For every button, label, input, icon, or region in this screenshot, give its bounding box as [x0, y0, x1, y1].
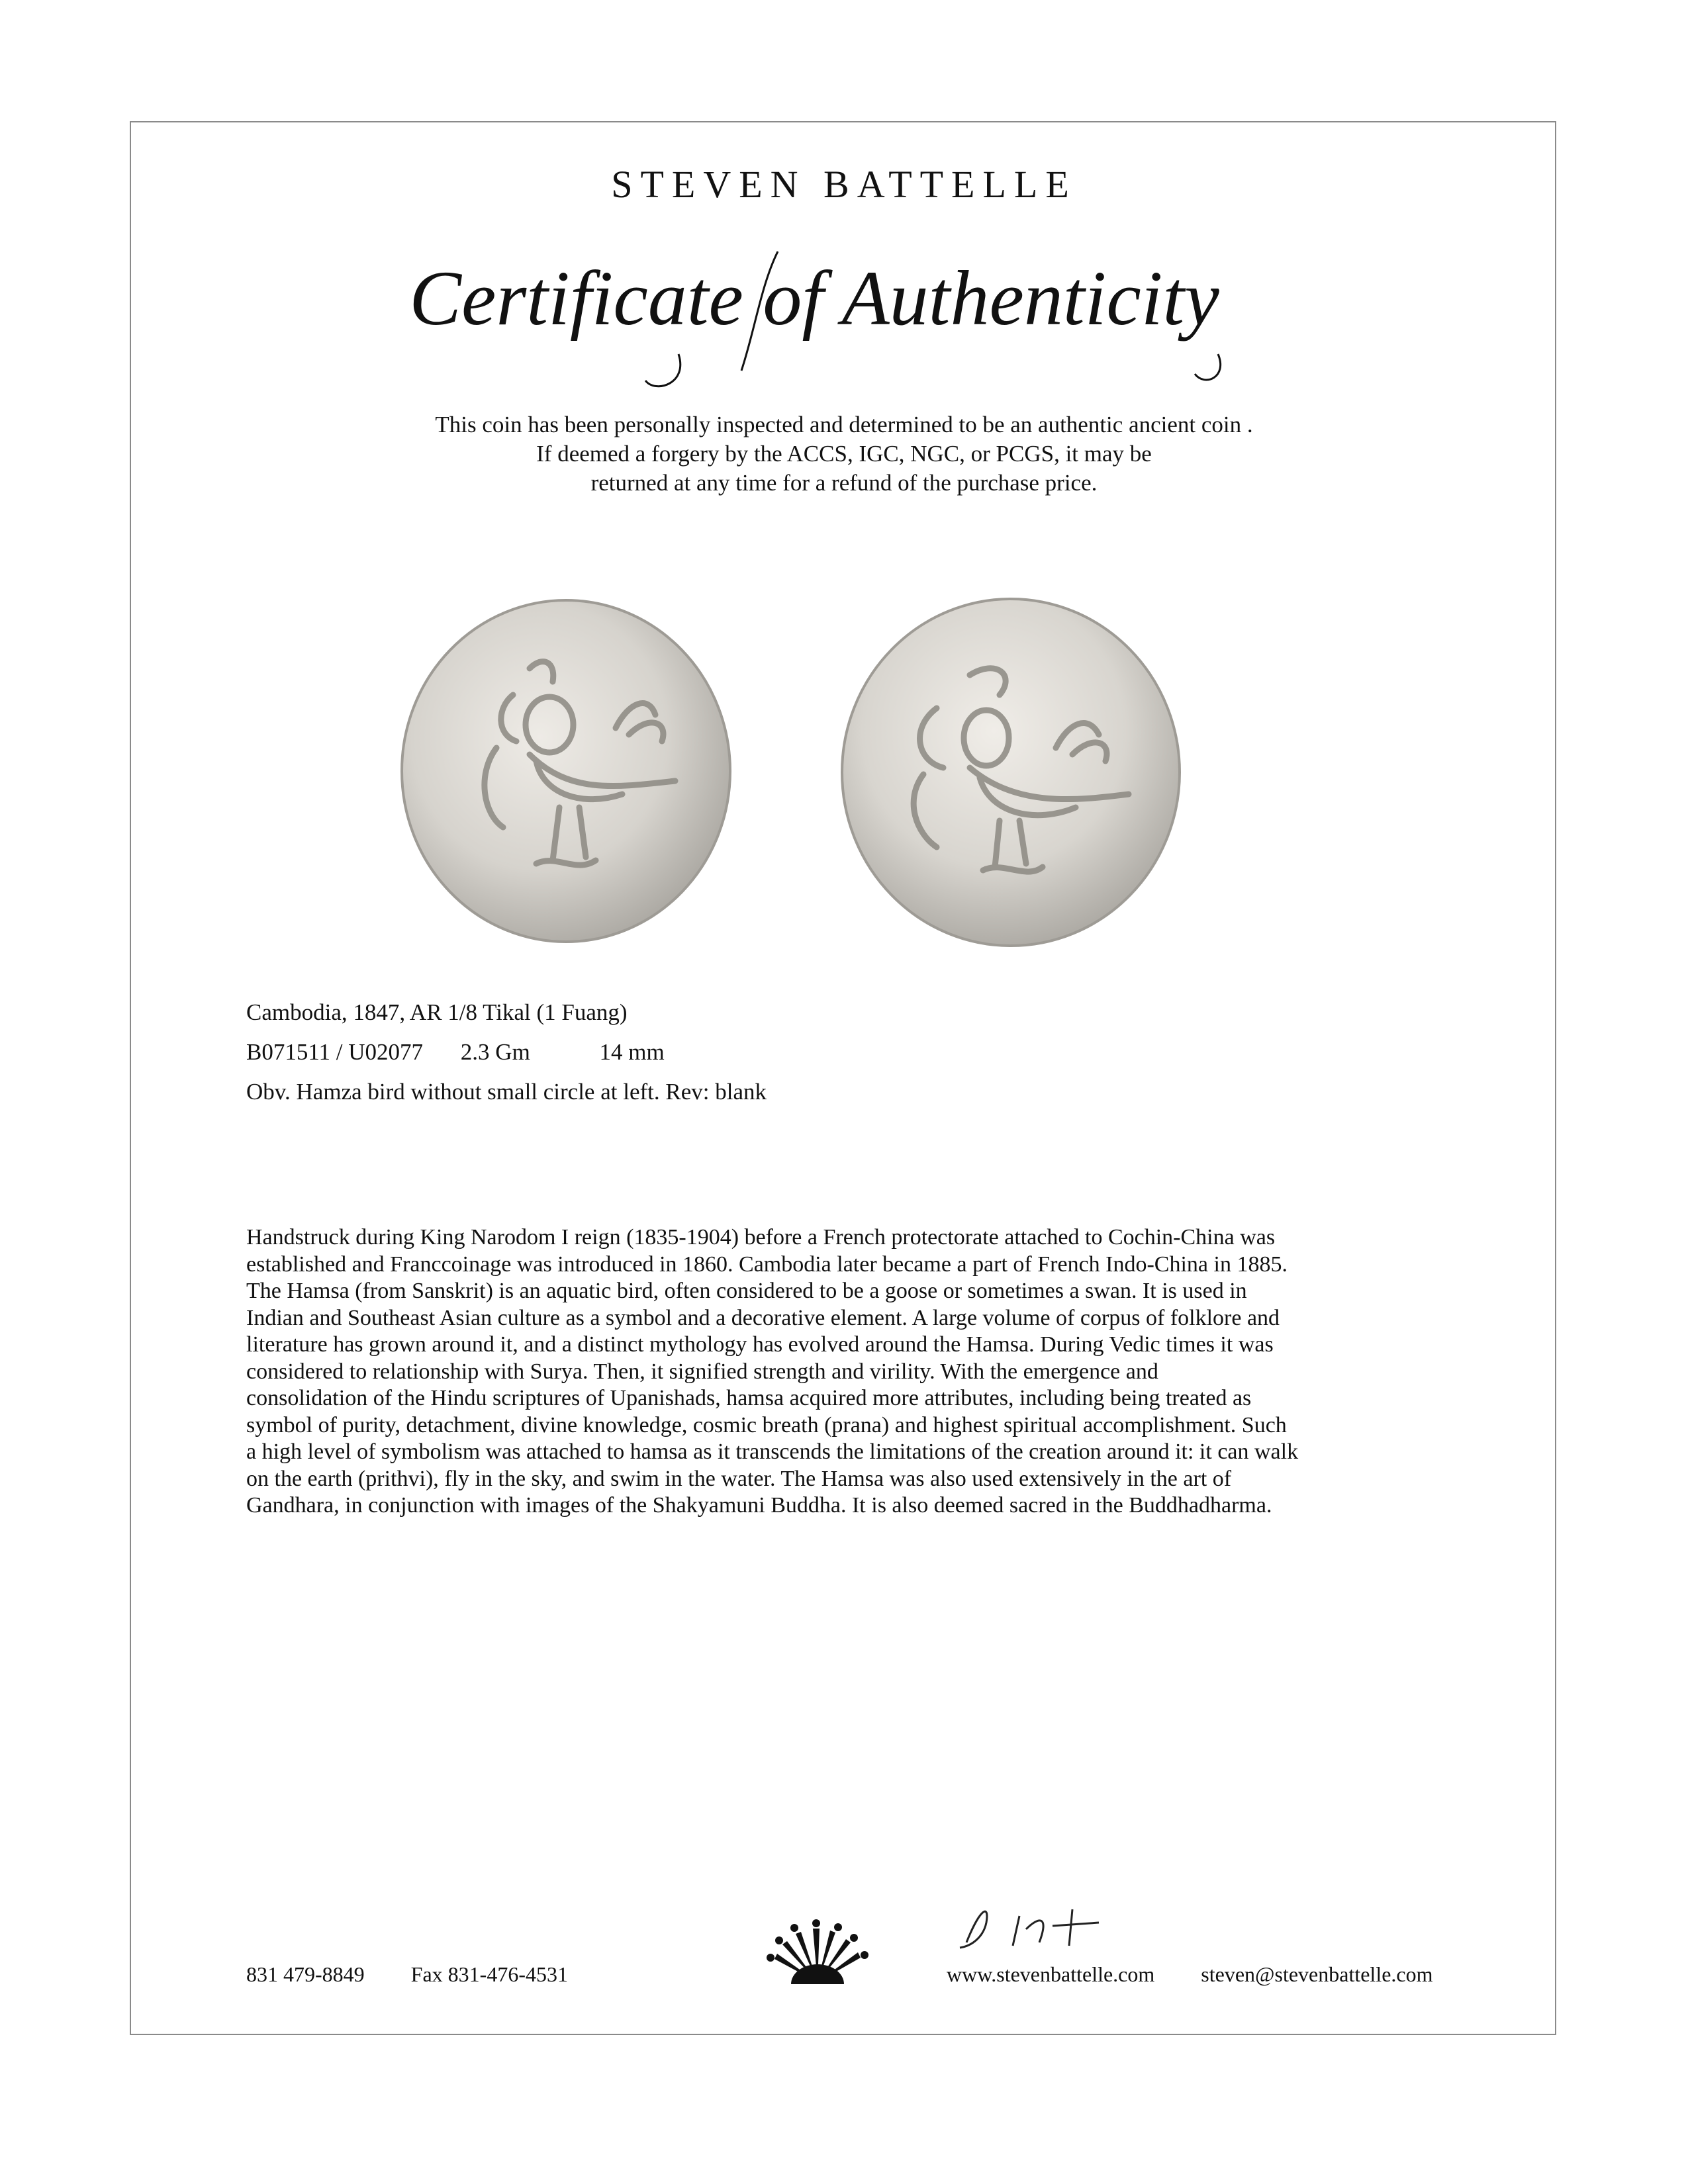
history-line: considered to relationship with Surya. Then, it signified strength and virility. With the emergence and: [246, 1359, 1158, 1384]
intro-line: If deemed a forgery by the ACCS, IGC, NGC, or PCGS, it may be: [536, 441, 1152, 467]
history-line: The Hamsa (from Sanskrit) is an aquatic bird, often considered to be a goose or sometimes a swan. It is used in: [246, 1279, 1247, 1303]
history-line: consolidation of the Hindu scriptures of Upanishads, hamsa acquired more attributes, including being treated as: [246, 1386, 1252, 1410]
coin-specs: [246, 1032, 767, 1072]
history-line: Indian and Southeast Asian culture as a symbol and a decorative element. A large volume of corpus of folklore and: [246, 1305, 1280, 1330]
history-line: on the earth (prithvi), fly in the sky, and swim in the water. The Hamsa was also used extensively in the art of: [246, 1466, 1232, 1491]
intro-line: This coin has been personally inspected and determined to be an authentic ancient coin .: [435, 412, 1253, 437]
history-line: established and Franccoinage was introduced in 1860. Cambodia later became a part of French Indo-China in 1885.: [246, 1251, 1288, 1277]
coin-obverse-image: [397, 596, 735, 946]
certificate-title: Certificate of Authenticity: [409, 255, 1219, 341]
coin-diameter: 14 mm: [599, 1039, 665, 1065]
coin-reverse-image: [837, 596, 1185, 950]
certificate-title-script: [344, 238, 1284, 390]
coin-attribution: Cambodia, 1847, AR 1/8 Tikal (1 Fuang): [246, 999, 628, 1025]
coin-details: [246, 993, 767, 1112]
signature-icon: [940, 1896, 1112, 1956]
footer-contact-web: [947, 1962, 1433, 1987]
sunburst-logo-icon: [761, 1919, 874, 1992]
website-link[interactable]: www.stevenbattelle.com: [947, 1962, 1155, 1986]
history-line: Gandhara, in conjunction with images of the Shakyamuni Buddha. It is also deemed sacred in the Buddhadharma.: [246, 1493, 1272, 1518]
phone-number: 831 479-8849: [246, 1962, 365, 1986]
history-line: symbol of purity, detachment, divine knowledge, cosmic breath (prana) and highest spiritual accomplishment. Such: [246, 1412, 1287, 1437]
history-line: Handstruck during King Narodom I reign (1835-1904) before a French protectorate attached to Cochin-China was: [246, 1225, 1276, 1250]
history-line: literature has grown around it, and a distinct mythology has evolved around the Hamsa. During Vedic times it was: [246, 1332, 1274, 1357]
brand-name: STEVEN BATTELLE: [611, 163, 1077, 206]
coin-reference: B071511 / U02077: [246, 1039, 424, 1065]
coin-weight: 2.3 Gm: [460, 1039, 530, 1065]
coin-description: Obv. Hamza bird without small circle at left. Rev: blank: [246, 1079, 767, 1105]
history-line: a high level of symbolism was attached to hamsa as it transcends the limitations of the creation around it: it can walk: [246, 1439, 1299, 1464]
intro-line: returned at any time for a refund of the purchase price.: [590, 470, 1098, 496]
email-link[interactable]: steven@stevenbattelle.com: [1201, 1962, 1433, 1986]
fax-number: Fax 831-476-4531: [410, 1962, 568, 1986]
authenticity-statement: [0, 410, 1688, 498]
historical-description: [246, 1224, 1458, 1520]
footer-contact-phone: [246, 1962, 568, 1987]
